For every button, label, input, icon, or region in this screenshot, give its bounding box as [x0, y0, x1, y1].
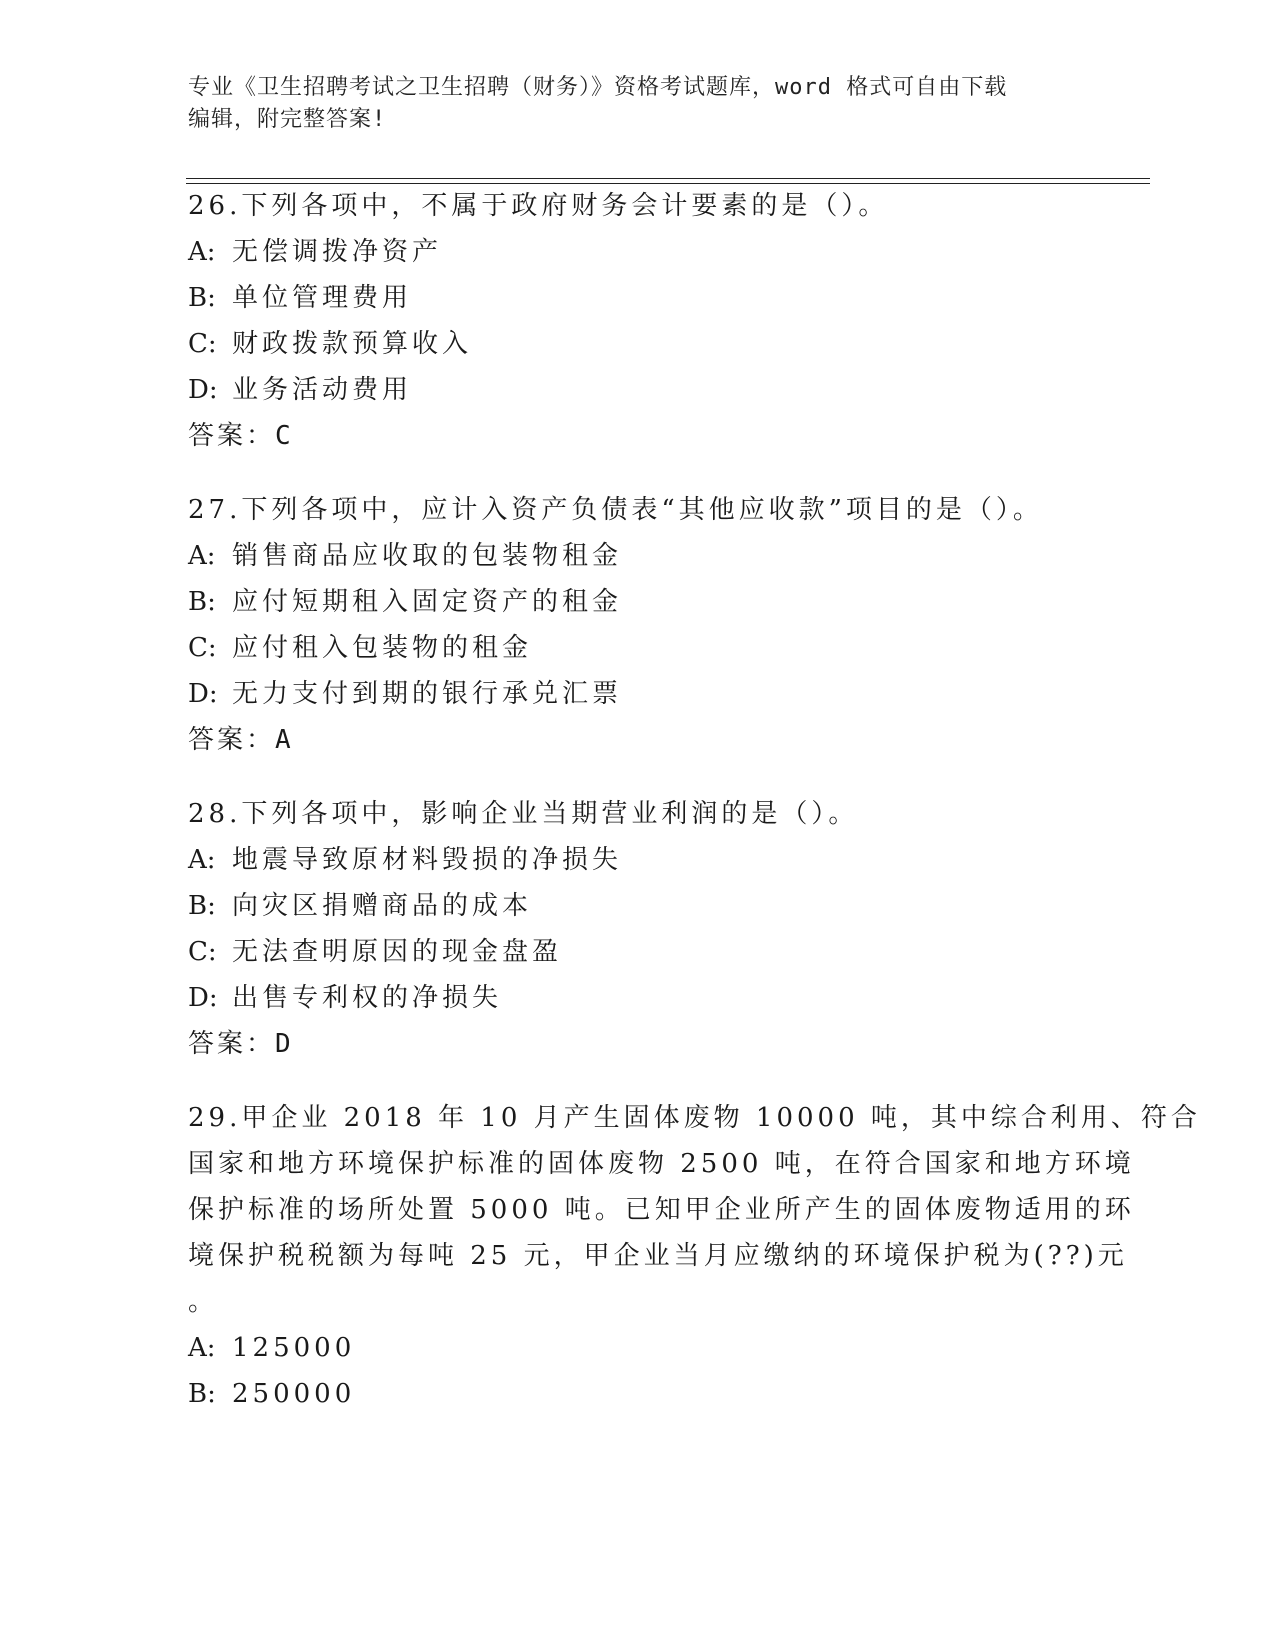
question-stem: 27.下列各项中，应计入资产负债表“其他应收款”项目的是（）。 — [188, 495, 1043, 525]
header-line-1: 专业《卫生招聘考试之卫生招聘（财务）》资格考试题库，word 格式可自由下载 — [188, 75, 1008, 100]
option-letter: B: — [188, 1379, 216, 1409]
option-d — [188, 367, 1088, 413]
answer-line — [188, 717, 1088, 763]
option-a — [188, 533, 1088, 579]
answer-label: 答案： — [188, 421, 276, 451]
option-c — [188, 929, 1088, 975]
answer-label: 答案： — [188, 725, 276, 755]
option-d — [188, 975, 1088, 1021]
question-stem-line-1: 29.甲企业 2018 年 10 月产生固体废物 10000 吨，其中综合利用、符合 — [188, 1103, 1201, 1133]
option-letter: B: — [188, 283, 216, 313]
question-stem-line-2: 国家和地方环境保护标准的固体废物 2500 吨，在符合国家和地方环境 — [188, 1149, 1135, 1179]
header-divider-top — [186, 178, 1150, 179]
option-text: 向灾区捐赠商品的成本 — [232, 891, 533, 921]
answer-line — [188, 413, 1088, 459]
option-b — [188, 1371, 1088, 1417]
answer-line — [188, 1021, 1088, 1067]
option-letter: B: — [188, 587, 216, 617]
option-letter: A: — [188, 845, 216, 875]
header-line-2: 编辑，附完整答案! — [188, 107, 387, 132]
option-text: 250000 — [232, 1379, 356, 1409]
option-text: 出售专利权的净损失 — [232, 983, 503, 1013]
option-text: 单位管理费用 — [232, 283, 413, 313]
option-c — [188, 321, 1088, 367]
option-text: 业务活动费用 — [232, 375, 413, 405]
option-letter: C: — [188, 329, 217, 359]
question-26 — [188, 183, 1088, 459]
document-header — [188, 72, 1068, 136]
option-text: 应付租入包装物的租金 — [232, 633, 533, 663]
answer-value: D — [275, 1029, 291, 1059]
option-b — [188, 579, 1088, 625]
option-letter: A: — [188, 541, 216, 571]
option-a — [188, 1325, 1088, 1371]
question-stem-line-4: 境保护税税额为每吨 25 元，甲企业当月应缴纳的环境保护税为(??)元 — [188, 1241, 1128, 1271]
option-text: 地震导致原材料毁损的净损失 — [232, 845, 623, 875]
option-text: 应付短期租入固定资产的租金 — [232, 587, 623, 617]
option-text: 无偿调拨净资产 — [232, 237, 443, 267]
option-letter: C: — [188, 633, 217, 663]
question-stem-line-3: 保护标准的场所处置 5000 吨。已知甲企业所产生的固体废物适用的环 — [188, 1195, 1135, 1225]
option-letter: A: — [188, 1333, 216, 1363]
question-27 — [188, 487, 1088, 763]
question-28 — [188, 791, 1088, 1067]
option-text: 财政拨款预算收入 — [232, 329, 473, 359]
option-letter: D: — [188, 983, 218, 1013]
answer-value: A — [275, 725, 291, 755]
option-text: 无力支付到期的银行承兑汇票 — [232, 679, 623, 709]
option-letter: D: — [188, 679, 218, 709]
option-letter: C: — [188, 937, 217, 967]
option-text: 销售商品应收取的包装物租金 — [232, 541, 623, 571]
question-stem: 28.下列各项中，影响企业当期营业利润的是（）。 — [188, 799, 859, 829]
option-b — [188, 275, 1088, 321]
option-b — [188, 883, 1088, 929]
option-text: 125000 — [232, 1333, 356, 1363]
option-c — [188, 625, 1088, 671]
question-29 — [188, 1095, 1201, 1417]
option-letter: B: — [188, 891, 216, 921]
option-letter: D: — [188, 375, 218, 405]
option-d — [188, 671, 1088, 717]
question-stem-line-5: 。 — [188, 1287, 219, 1317]
option-a — [188, 837, 1088, 883]
option-text: 无法查明原因的现金盘盈 — [232, 937, 563, 967]
answer-label: 答案： — [188, 1029, 276, 1059]
question-stem: 26.下列各项中，不属于政府财务会计要素的是（）。 — [188, 191, 889, 221]
option-letter: A: — [188, 237, 216, 267]
option-a — [188, 229, 1088, 275]
answer-value: C — [275, 421, 291, 451]
